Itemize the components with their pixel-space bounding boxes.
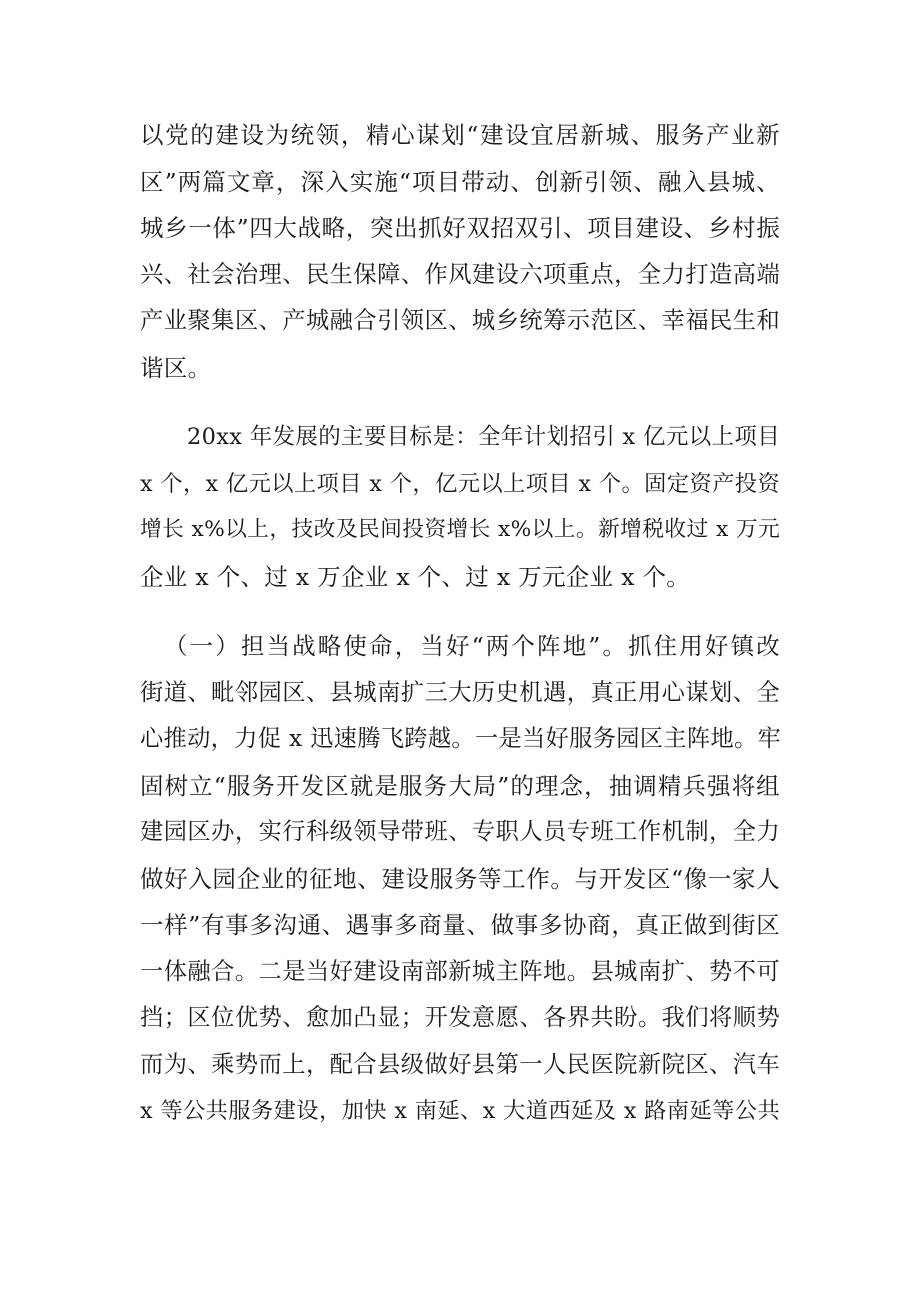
paragraph-3-line-3: 心推动，力促 x 迅速腾飞跨越。一是当好服务园区主阵地。牢 (140, 725, 782, 752)
paragraph-1-line-2: 区”两篇文章，深入实施“项目带动、创新引领、融入县城、 (140, 168, 780, 196)
paragraph-1-line-4: 兴、社会治理、民生保障、作风建设六项重点，全力打造高端 (140, 261, 780, 288)
paragraph-2-line-2: x 个，x 亿元以上项目 x 个，亿元以上项目 x 个。固定资产投资 (140, 471, 780, 497)
paragraph-2-line-3: 增长 x%以上，技改及民间投资增长 x%以上。新增税收过 x 万元 (140, 517, 780, 542)
paragraph-1-line-5: 产业聚集区、产城融合引领区、城乡统筹示范区、幸福民生和 (140, 307, 780, 334)
paragraph-2-line-1: 20xx 年发展的主要目标是：全年计划招引 x 亿元以上项目 (187, 424, 780, 450)
paragraph-3-line-10: 而为、乘势而上，配合县级做好县第一人民医院新院区、汽车 (140, 1051, 780, 1078)
paragraph-2-line-4: 企业 x 个、过 x 万企业 x 个、过 x 万元企业 x 个。 (140, 563, 691, 591)
paragraph-3-line-9: 挡；区位优势、愈加凸显；开发意愿、各界共盼。我们将顺势 (140, 1004, 780, 1031)
paragraph-3-line-4: 固树立“服务开发区就是服务大局”的理念，抽调精兵强将组 (140, 772, 780, 800)
paragraph-3-line-2: 街道、毗邻园区、县城南扩三大历史机遇，真正用心谋划、全 (140, 679, 780, 706)
paragraph-3-line-5: 建园区办，实行科级领导带班、专职人员专班工作机制，全力 (140, 818, 780, 845)
paragraph-1-line-1: 以党的建设为统领，精心谋划“建设宜居新城、服务产业新 (140, 121, 780, 149)
paragraph-3-line-11: x 等公共服务建设，加快 x 南延、x 大道西延及 x 路南延等公共 (140, 1098, 780, 1124)
paragraph-3-line-8: 一体融合。二是当好建设南部新城主阵地。县城南扩、势不可 (140, 958, 780, 985)
paragraph-1-line-6: 谐区。 (140, 354, 212, 382)
paragraph-3-line-1: （一）担当战略使命，当好“两个阵地”。抓住用好镇改 (164, 632, 780, 660)
paragraph-1-line-3: 城乡一体”四大战略，突出抓好双招双引、项目建设、乡村振 (140, 214, 780, 242)
paragraph-3-line-6: 做好入园企业的征地、建设服务等工作。与开发区“像一家人 (140, 865, 780, 893)
paragraph-3-line-7: 一样”有事多沟通、遇事多商量、做事多协商，真正做到街区 (140, 911, 780, 939)
